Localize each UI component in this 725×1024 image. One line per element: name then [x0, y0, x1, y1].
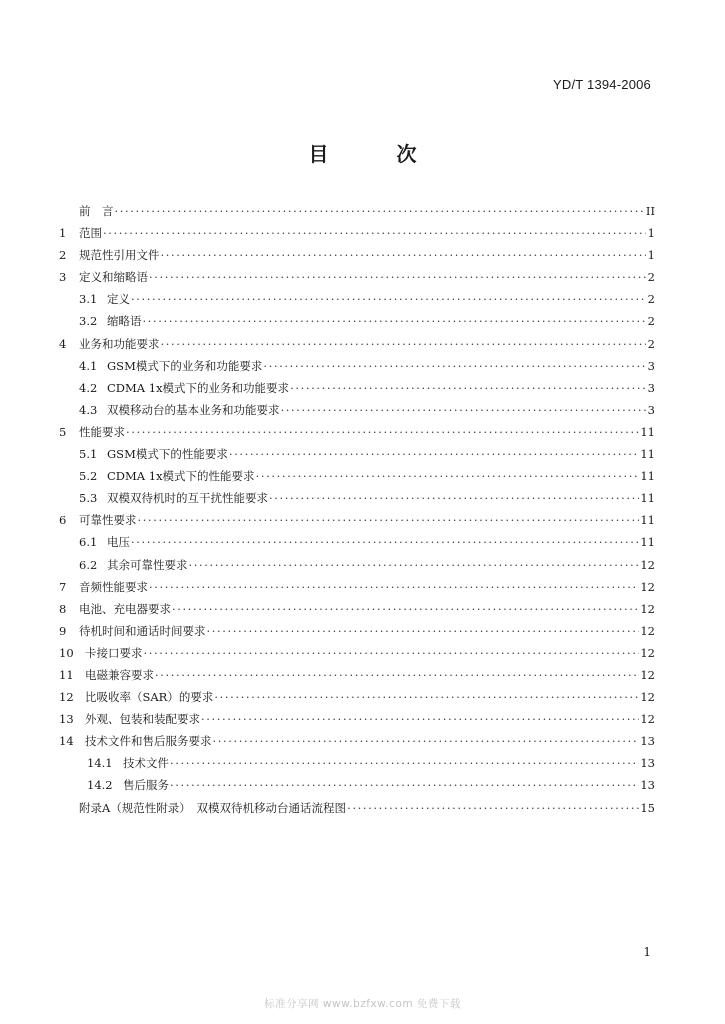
- toc-entry[interactable]: [59, 266, 655, 288]
- toc-leader-dots: [189, 554, 640, 576]
- toc-entry[interactable]: [59, 399, 655, 421]
- toc-entry-page: 12: [640, 667, 655, 682]
- toc-entry-title: 比吸收率（SAR）的要求: [85, 690, 214, 705]
- page-title: 目 次: [308, 142, 441, 166]
- toc-entry-title: 双模双待机时的互干扰性能要求: [107, 491, 268, 506]
- toc-entry-page: 11: [640, 491, 655, 506]
- toc-leader-dots: [229, 443, 640, 465]
- toc-entry-number: 12: [59, 690, 74, 705]
- toc-leader-dots: [161, 244, 647, 266]
- toc-leader-dots: [256, 465, 640, 487]
- toc-entry-title: 业务和功能要求: [79, 336, 160, 351]
- toc-entry-title: 性能要求: [79, 424, 125, 439]
- toc-entry-number: 6.1: [79, 535, 98, 550]
- toc-entry[interactable]: [59, 531, 655, 553]
- toc-leader-dots: [126, 421, 639, 443]
- toc-entry-title: 定义: [107, 292, 130, 307]
- toc-entry[interactable]: [59, 443, 655, 465]
- toc-leader-dots: [214, 686, 639, 708]
- toc-entry-page: 12: [640, 601, 655, 616]
- toc-entry[interactable]: [59, 774, 655, 796]
- toc-entry-title: 外观、包装和装配要求: [85, 712, 200, 727]
- toc-entry[interactable]: [59, 222, 655, 244]
- toc-entry-title: 卡接口要求: [85, 645, 143, 660]
- toc-entry[interactable]: [59, 333, 655, 355]
- toc-entry-page: 1: [647, 248, 655, 263]
- toc-entry-number: 3: [59, 270, 67, 285]
- toc-leader-dots: [115, 200, 645, 222]
- toc-entry-title: CDMA 1x模式下的业务和功能要求: [107, 380, 290, 395]
- toc-entry-number: 14.1: [87, 756, 113, 771]
- toc-entry[interactable]: [59, 797, 655, 819]
- toc-entry-title: 技术文件和售后服务要求: [85, 734, 212, 749]
- toc-leader-dots: [290, 377, 646, 399]
- toc-entry-page: II: [645, 204, 655, 218]
- toc-entry-page: 11: [640, 469, 655, 484]
- toc-entry[interactable]: [59, 244, 655, 266]
- toc-leader-dots: [161, 333, 647, 355]
- toc-entry-title: 待机时间和通话时间要求: [79, 623, 206, 638]
- toc-leader-dots: [131, 531, 639, 553]
- toc-entry[interactable]: [59, 576, 655, 598]
- toc-leader-dots: [201, 708, 639, 730]
- toc-entry-title: GSM模式下的性能要求: [107, 447, 228, 462]
- toc-entry[interactable]: [59, 487, 655, 509]
- toc-entry[interactable]: [59, 465, 655, 487]
- toc-entry-number: 5.3: [79, 491, 98, 506]
- toc-leader-dots: [103, 222, 646, 244]
- toc-entry-number: 4.2: [79, 380, 98, 395]
- toc-leader-dots: [149, 576, 639, 598]
- toc-entry-page: 15: [640, 800, 655, 815]
- toc-entry-number: 4.3: [79, 402, 98, 417]
- toc-entry-page: 2: [647, 270, 655, 285]
- toc-entry[interactable]: [59, 642, 655, 664]
- toc-entry-title: 电磁兼容要求: [85, 667, 154, 682]
- toc-entry-number: 14: [59, 734, 74, 749]
- toc-entry[interactable]: [59, 664, 655, 686]
- toc-entry-title: 前 言: [79, 204, 114, 218]
- toc-entry-page: 3: [647, 358, 655, 373]
- toc-entry[interactable]: [59, 730, 655, 752]
- table-of-contents: [59, 200, 655, 819]
- toc-entry-title: 缩略语: [107, 314, 142, 329]
- toc-entry-title: 定义和缩略语: [79, 270, 148, 285]
- toc-entry-title: 其余可靠性要求: [107, 557, 188, 572]
- toc-entry-number: 5.2: [79, 469, 98, 484]
- toc-entry-number: 10: [59, 645, 74, 660]
- toc-entry[interactable]: [59, 310, 655, 332]
- toc-entry-page: 11: [640, 513, 655, 528]
- toc-entry[interactable]: [59, 421, 655, 443]
- toc-entry-number: 6.2: [79, 557, 98, 572]
- toc-leader-dots: [213, 730, 640, 752]
- toc-entry-number: 6: [59, 513, 67, 528]
- toc-entry-number: 8: [59, 601, 67, 616]
- toc-entry-title: GSM模式下的业务和功能要求: [107, 358, 263, 373]
- toc-entry-page: 12: [640, 623, 655, 638]
- toc-entry-number: 4.1: [79, 358, 98, 373]
- toc-entry-title: CDMA 1x模式下的性能要求: [107, 469, 255, 484]
- standard-code: YD/T 1394-2006: [553, 77, 651, 92]
- toc-entry-page: 12: [640, 690, 655, 705]
- toc-entry-page: 11: [640, 447, 655, 462]
- toc-entry[interactable]: [59, 708, 655, 730]
- toc-leader-dots: [149, 266, 646, 288]
- toc-entry-page: 1: [647, 226, 655, 241]
- toc-entry-title: 电池、充电器要求: [79, 601, 171, 616]
- toc-leader-dots: [131, 288, 646, 310]
- toc-entry-page: 13: [640, 734, 655, 749]
- toc-entry[interactable]: [59, 686, 655, 708]
- toc-entry-page: 11: [640, 424, 655, 439]
- toc-entry-number: 14.2: [87, 778, 113, 793]
- toc-entry[interactable]: [59, 377, 655, 399]
- toc-entry-title: 附录A（规范性附录） 双模双待机移动台通话流程图: [79, 800, 347, 815]
- toc-entry-title: 售后服务: [123, 778, 169, 793]
- toc-entry-number: 1: [59, 226, 67, 241]
- toc-entry-page: 2: [647, 314, 655, 329]
- toc-entry[interactable]: [59, 554, 655, 576]
- toc-entry-number: 5.1: [79, 447, 98, 462]
- toc-leader-dots: [155, 664, 639, 686]
- toc-entry-title: 技术文件: [123, 756, 169, 771]
- toc-entry-page: 13: [640, 778, 655, 793]
- toc-entry[interactable]: [59, 200, 655, 222]
- toc-entry-title: 音频性能要求: [79, 579, 148, 594]
- toc-entry[interactable]: [59, 752, 655, 774]
- toc-entry-number: 11: [59, 667, 74, 682]
- toc-entry[interactable]: [59, 509, 655, 531]
- toc-entry[interactable]: [59, 598, 655, 620]
- toc-entry-page: 3: [647, 402, 655, 417]
- toc-entry-title: 范围: [79, 226, 102, 241]
- toc-entry-number: 2: [59, 248, 67, 263]
- toc-entry-number: 13: [59, 712, 74, 727]
- toc-entry-number: 4: [59, 336, 67, 351]
- toc-entry-page: 3: [647, 380, 655, 395]
- toc-entry-page: 12: [640, 712, 655, 727]
- toc-entry-page: 12: [640, 645, 655, 660]
- toc-leader-dots: [347, 797, 639, 819]
- toc-entry-page: 2: [647, 292, 655, 307]
- toc-leader-dots: [263, 355, 646, 377]
- toc-entry-page: 2: [647, 336, 655, 351]
- toc-entry-page: 12: [640, 557, 655, 572]
- toc-entry-page: 13: [640, 756, 655, 771]
- toc-entry-title: 可靠性要求: [79, 513, 137, 528]
- toc-entry-number: 3.1: [79, 292, 98, 307]
- toc-entry-number: 9: [59, 623, 67, 638]
- toc-leader-dots: [144, 642, 640, 664]
- watermark: 标准分享网 www.bzfxw.com 免费下载: [264, 998, 461, 1010]
- toc-leader-dots: [172, 598, 639, 620]
- toc-entry-title: 双模移动台的基本业务和功能要求: [107, 402, 280, 417]
- toc-leader-dots: [281, 399, 647, 421]
- toc-leader-dots: [170, 752, 639, 774]
- page-number: 1: [643, 945, 651, 959]
- toc-leader-dots: [170, 774, 639, 796]
- toc-entry-number: 7: [59, 579, 67, 594]
- toc-entry[interactable]: [59, 620, 655, 642]
- toc-entry-page: 11: [640, 535, 655, 550]
- toc-entry[interactable]: [59, 288, 655, 310]
- toc-leader-dots: [269, 487, 639, 509]
- toc-entry-page: 12: [640, 579, 655, 594]
- toc-entry-number: 3.2: [79, 314, 98, 329]
- toc-entry-title: 规范性引用文件: [79, 248, 160, 263]
- toc-leader-dots: [143, 310, 647, 332]
- toc-entry-title: 电压: [107, 535, 130, 550]
- toc-leader-dots: [207, 620, 640, 642]
- toc-entry[interactable]: [59, 355, 655, 377]
- toc-entry-number: 5: [59, 424, 67, 439]
- toc-leader-dots: [138, 509, 640, 531]
